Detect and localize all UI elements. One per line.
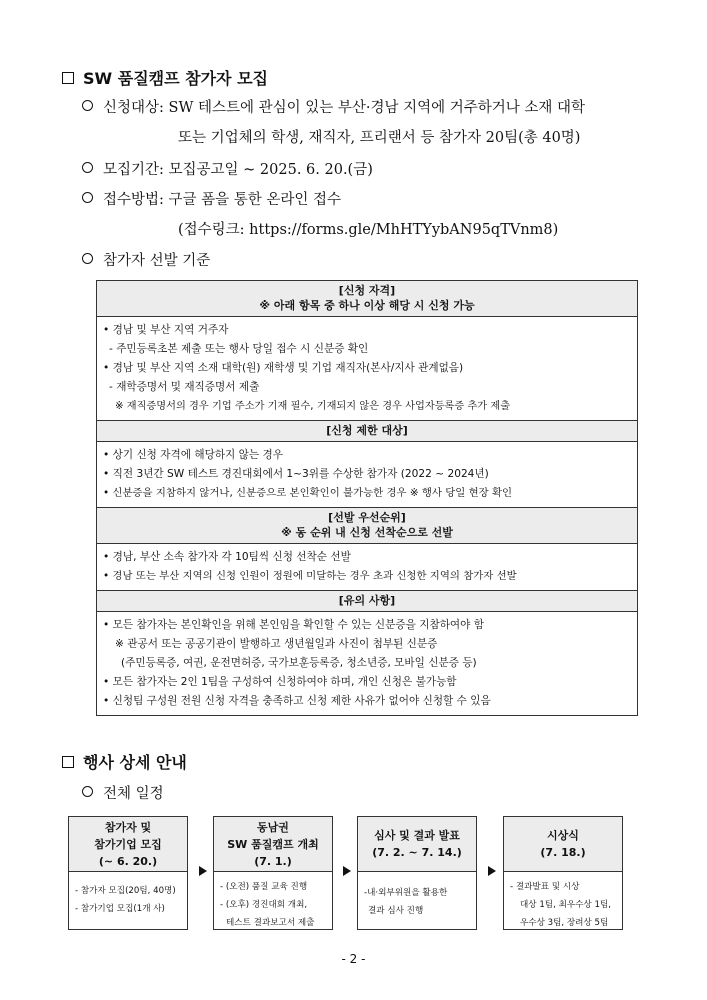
step-header: 동남권 SW 품질캠프 개최 (7. 1.) (214, 817, 332, 872)
schedule-step-awards (503, 816, 623, 930)
list-item: • 신청팀 구성원 전원 신청 자격을 충족하고 신청 제한 사유가 없어야 신청할 수 있음 (103, 695, 491, 707)
bullet-overall-schedule: 전체 일정 (82, 782, 164, 803)
schedule-step-camp (213, 816, 333, 930)
list-item: • 경남 또는 부산 지역의 신청 인원이 정원에 미달하는 경우 초과 신청한 지역의 참가자 선발 (103, 570, 517, 582)
schedule-step-judging (357, 816, 477, 930)
table-header-priority: [선발 우선순위] ※ 동 순위 내 신청 선착순으로 선발 (97, 507, 637, 544)
step-body: -내·외부위원을 활용한 결과 심사 진행 (364, 888, 448, 916)
circle-bullet-icon (82, 100, 93, 111)
selection-criteria-table (96, 280, 638, 716)
list-item: • 모든 참가자는 본인확인을 위해 본인임을 확인할 수 있는 신분증을 지참하여야 함 (103, 619, 484, 631)
square-bullet-icon (62, 72, 74, 84)
list-item: • 경남, 부산 소속 참가자 각 10팀씩 신청 선착순 선발 (103, 551, 351, 563)
page-number: - 2 - (341, 952, 366, 966)
step-header: 참가자 및 참가기업 모집 (~ 6. 20.) (69, 817, 187, 872)
step-body: - 결과발표 및 시상 대상 1팀, 최우수상 1팀, 우수상 3팀, 장려상 5팀 (510, 882, 612, 928)
table-body-notes (97, 612, 637, 715)
arrow-right-icon (343, 866, 351, 876)
step-body: - 참가자 모집(20팀, 40명) - 참가기업 모집(1개 사) (75, 886, 176, 914)
circle-bullet-icon (82, 253, 93, 264)
list-item: • 직전 3년간 SW 테스트 경진대회에서 1~3위를 수상한 참가자 (2022 ~ 2024년) (103, 468, 489, 480)
list-item: ※ 재직증명서의 경우 기업 주소가 기재 필수, 기재되지 않은 경우 사업자등록증 추가 제출 (115, 401, 511, 412)
list-item: ※ 관공서 또는 공공기관이 발행하고 생년월일과 사진이 첨부된 신분증 (115, 638, 438, 650)
circle-bullet-icon (82, 786, 93, 797)
table-header-eligibility: [신청 자격] ※ 아래 항목 중 하나 이상 해당 시 신청 가능 (97, 281, 637, 317)
application-link[interactable]: (접수링크: https://forms.gle/MhHTYybAN95qTVnm8) (178, 222, 559, 238)
list-item: • 경남 및 부산 지역 소재 대학(원) 재학생 및 기업 재직자(본사/지사 관계없음) (103, 362, 464, 374)
bullet-period: 모집기간: 모집공고일 ~ 2025. 6. 20.(금) (82, 158, 373, 179)
bullet-selection-criteria: 참가자 선발 기준 (82, 249, 210, 270)
circle-bullet-icon (82, 192, 93, 203)
table-body-priority (97, 544, 637, 590)
step-header: 심사 및 결과 발표 (7. 2. ~ 7. 14.) (358, 817, 476, 872)
table-body-restrictions (97, 442, 637, 507)
bullet-method: 접수방법: 구글 폼을 통한 온라인 접수 (82, 188, 341, 209)
list-item: • 모든 참가자는 2인 1팀을 구성하여 신청하여야 하며, 개인 신청은 불가능함 (103, 676, 457, 688)
bullet-eligibility: 신청대상: SW 테스트에 관심이 있는 부산·경남 지역에 거주하거나 소재 대학 (82, 96, 585, 117)
list-item: - 주민등록초본 제출 또는 행사 당일 접수 시 신분증 확인 (109, 343, 369, 355)
list-item: • 상기 신청 자격에 해당하지 않는 경우 (103, 449, 283, 461)
list-item: (주민등록증, 여권, 운전면허증, 국가보훈등록증, 청소년증, 모바일 신분증 등) (121, 657, 477, 669)
table-body-eligibility (97, 317, 637, 420)
arrow-right-icon (488, 866, 496, 876)
list-item: • 신분증을 지참하지 않거나, 신분증으로 본인확인이 불가능한 경우 ※ 행사 당일 현장 확인 (103, 487, 513, 499)
bullet-eligibility-cont: 또는 기업체의 학생, 재직자, 프리랜서 등 참가자 20팀(총 40명) (178, 130, 581, 146)
arrow-right-icon (199, 866, 207, 876)
table-header-restrictions: [신청 제한 대상] (97, 420, 637, 442)
table-header-notes: [유의 사항] (97, 590, 637, 612)
circle-bullet-icon (82, 162, 93, 173)
step-header: 시상식 (7. 18.) (504, 817, 622, 872)
schedule-step-recruitment (68, 816, 188, 930)
step-body: - (오전) 품질 교육 진행 - (오후) 경진대회 개최, 테스트 결과보고서 제출 (220, 882, 315, 928)
section-title-event-details: 행사 상세 안내 (62, 750, 187, 773)
list-item: • 경남 및 부산 지역 거주자 (103, 324, 229, 336)
section-title-recruitment: SW 품질캠프 참가자 모집 (62, 66, 268, 89)
list-item: - 재학증명서 및 재직증명서 제출 (109, 381, 260, 393)
square-bullet-icon (62, 756, 74, 768)
